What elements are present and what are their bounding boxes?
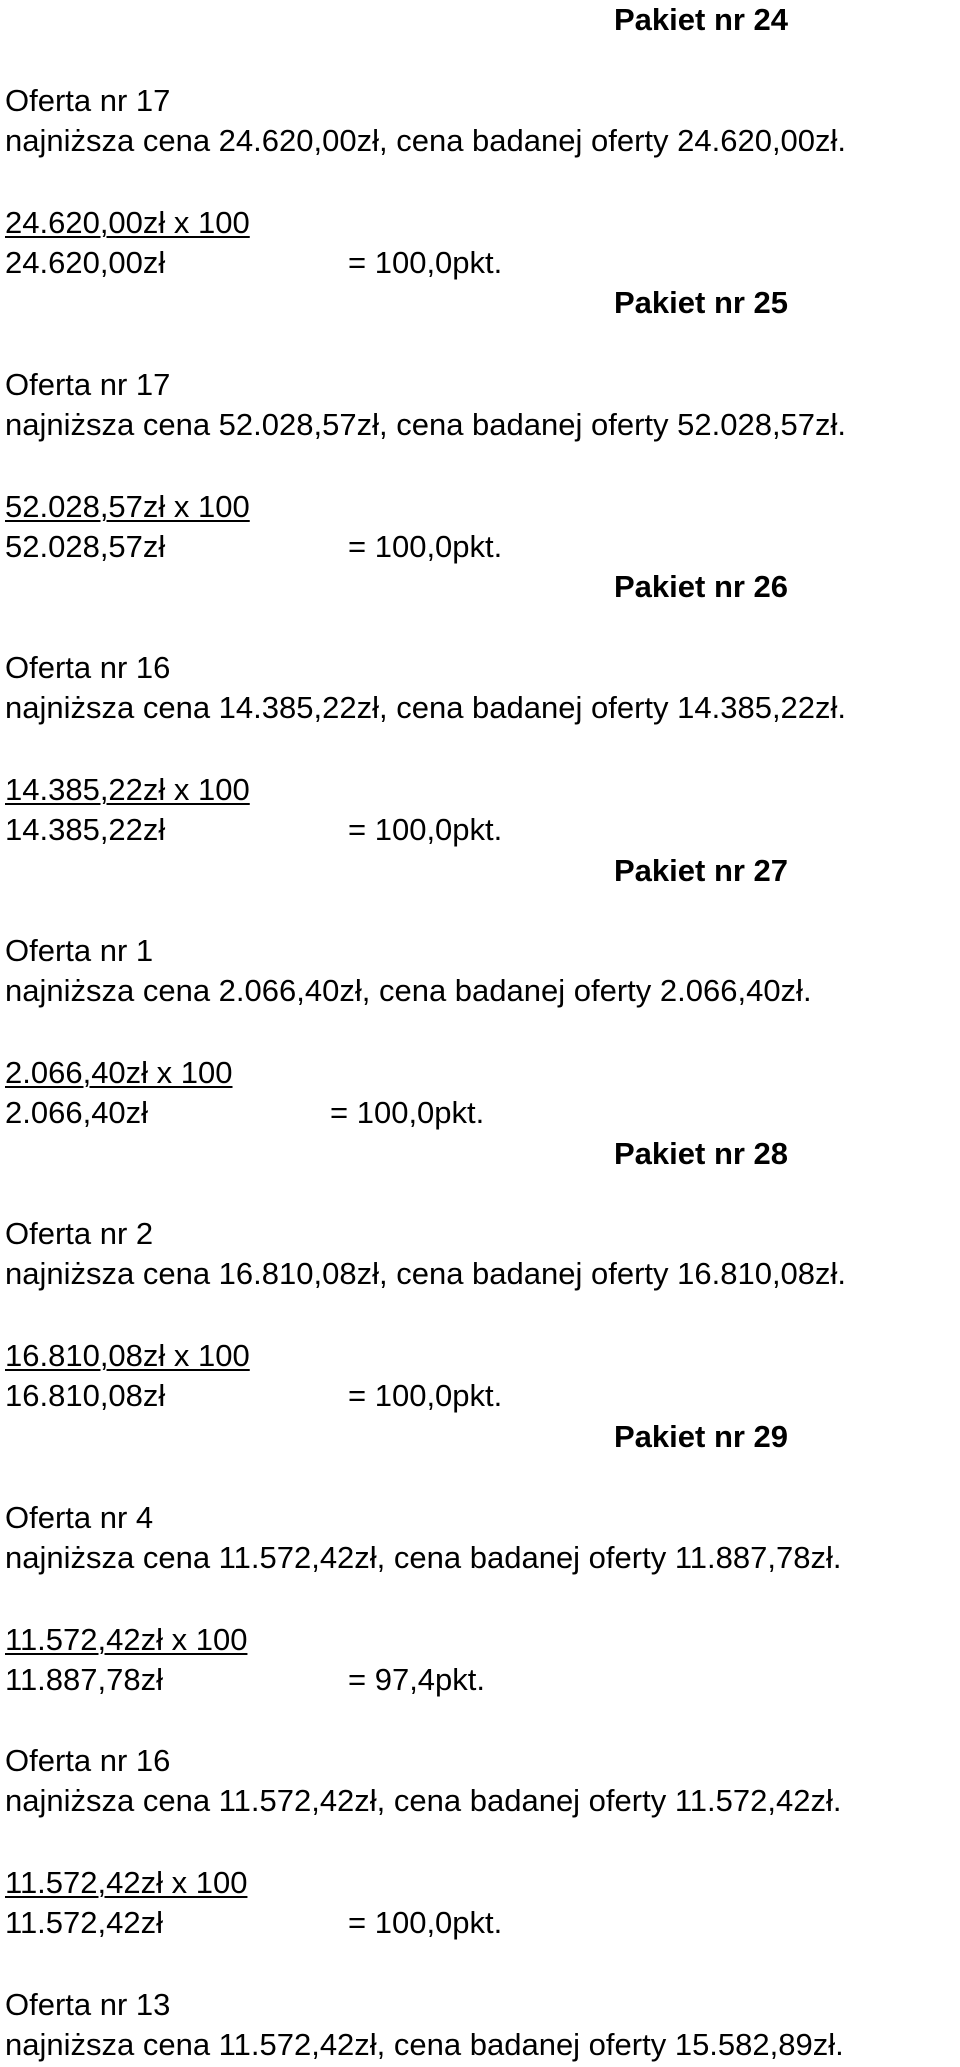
score-result: = 100,0pkt. [348, 245, 503, 280]
package-title: Pakiet nr 29 [614, 1419, 789, 1454]
fraction-numerator: 14.385,22zł x 100 [5, 772, 250, 807]
fraction-numerator: 2.066,40zł x 100 [5, 1055, 233, 1090]
score-result: = 100,0pkt. [330, 1095, 485, 1130]
offer-sentence: najniższa cena 11.572,42zł, cena badanej oferty 11.887,78zł. [5, 1540, 842, 1575]
fraction-numerator: 11.572,42zł x 100 [5, 1865, 248, 1900]
offer-label: Oferta nr 16 [5, 650, 171, 685]
package-title: Pakiet nr 25 [614, 285, 789, 320]
fraction-denominator: 11.887,78zł [5, 1662, 163, 1697]
score-result: = 100,0pkt. [348, 1905, 503, 1940]
offer-sentence: najniższa cena 11.572,42zł, cena badanej oferty 15.582,89zł. [5, 2027, 844, 2062]
offer-sentence: najniższa cena 2.066,40zł, cena badanej oferty 2.066,40zł. [5, 973, 812, 1008]
offer-sentence: najniższa cena 16.810,08zł, cena badanej oferty 16.810,08zł. [5, 1256, 847, 1291]
fraction-denominator: 14.385,22zł [5, 812, 166, 847]
package-title: Pakiet nr 24 [614, 2, 789, 37]
offer-sentence: najniższa cena 24.620,00zł, cena badanej oferty 24.620,00zł. [5, 123, 847, 158]
score-result: = 100,0pkt. [348, 529, 503, 564]
score-result: = 97,4pkt. [348, 1662, 486, 1697]
fraction-numerator: 24.620,00zł x 100 [5, 205, 250, 240]
offer-label: Oferta nr 17 [5, 83, 171, 118]
fraction-denominator: 2.066,40zł [5, 1095, 149, 1130]
offer-label: Oferta nr 17 [5, 367, 171, 402]
offer-label: Oferta nr 13 [5, 1987, 171, 2022]
package-title: Pakiet nr 26 [614, 569, 789, 604]
fraction-numerator: 52.028,57zł x 100 [5, 489, 250, 524]
fraction-denominator: 11.572,42zł [5, 1905, 163, 1940]
offer-sentence: najniższa cena 52.028,57zł, cena badanej oferty 52.028,57zł. [5, 407, 847, 442]
offer-label: Oferta nr 2 [5, 1216, 154, 1251]
offer-label: Oferta nr 1 [5, 933, 154, 968]
fraction-numerator: 11.572,42zł x 100 [5, 1622, 248, 1657]
score-result: = 100,0pkt. [348, 1378, 503, 1413]
package-title: Pakiet nr 27 [614, 853, 789, 888]
package-title: Pakiet nr 28 [614, 1136, 789, 1171]
score-result: = 100,0pkt. [348, 812, 503, 847]
fraction-denominator: 16.810,08zł [5, 1378, 166, 1413]
fraction-denominator: 52.028,57zł [5, 529, 166, 564]
fraction-numerator: 16.810,08zł x 100 [5, 1338, 250, 1373]
fraction-denominator: 24.620,00zł [5, 245, 166, 280]
offer-label: Oferta nr 4 [5, 1500, 154, 1535]
offer-label: Oferta nr 16 [5, 1743, 171, 1778]
offer-sentence: najniższa cena 11.572,42zł, cena badanej oferty 11.572,42zł. [5, 1783, 842, 1818]
offer-sentence: najniższa cena 14.385,22zł, cena badanej oferty 14.385,22zł. [5, 690, 847, 725]
